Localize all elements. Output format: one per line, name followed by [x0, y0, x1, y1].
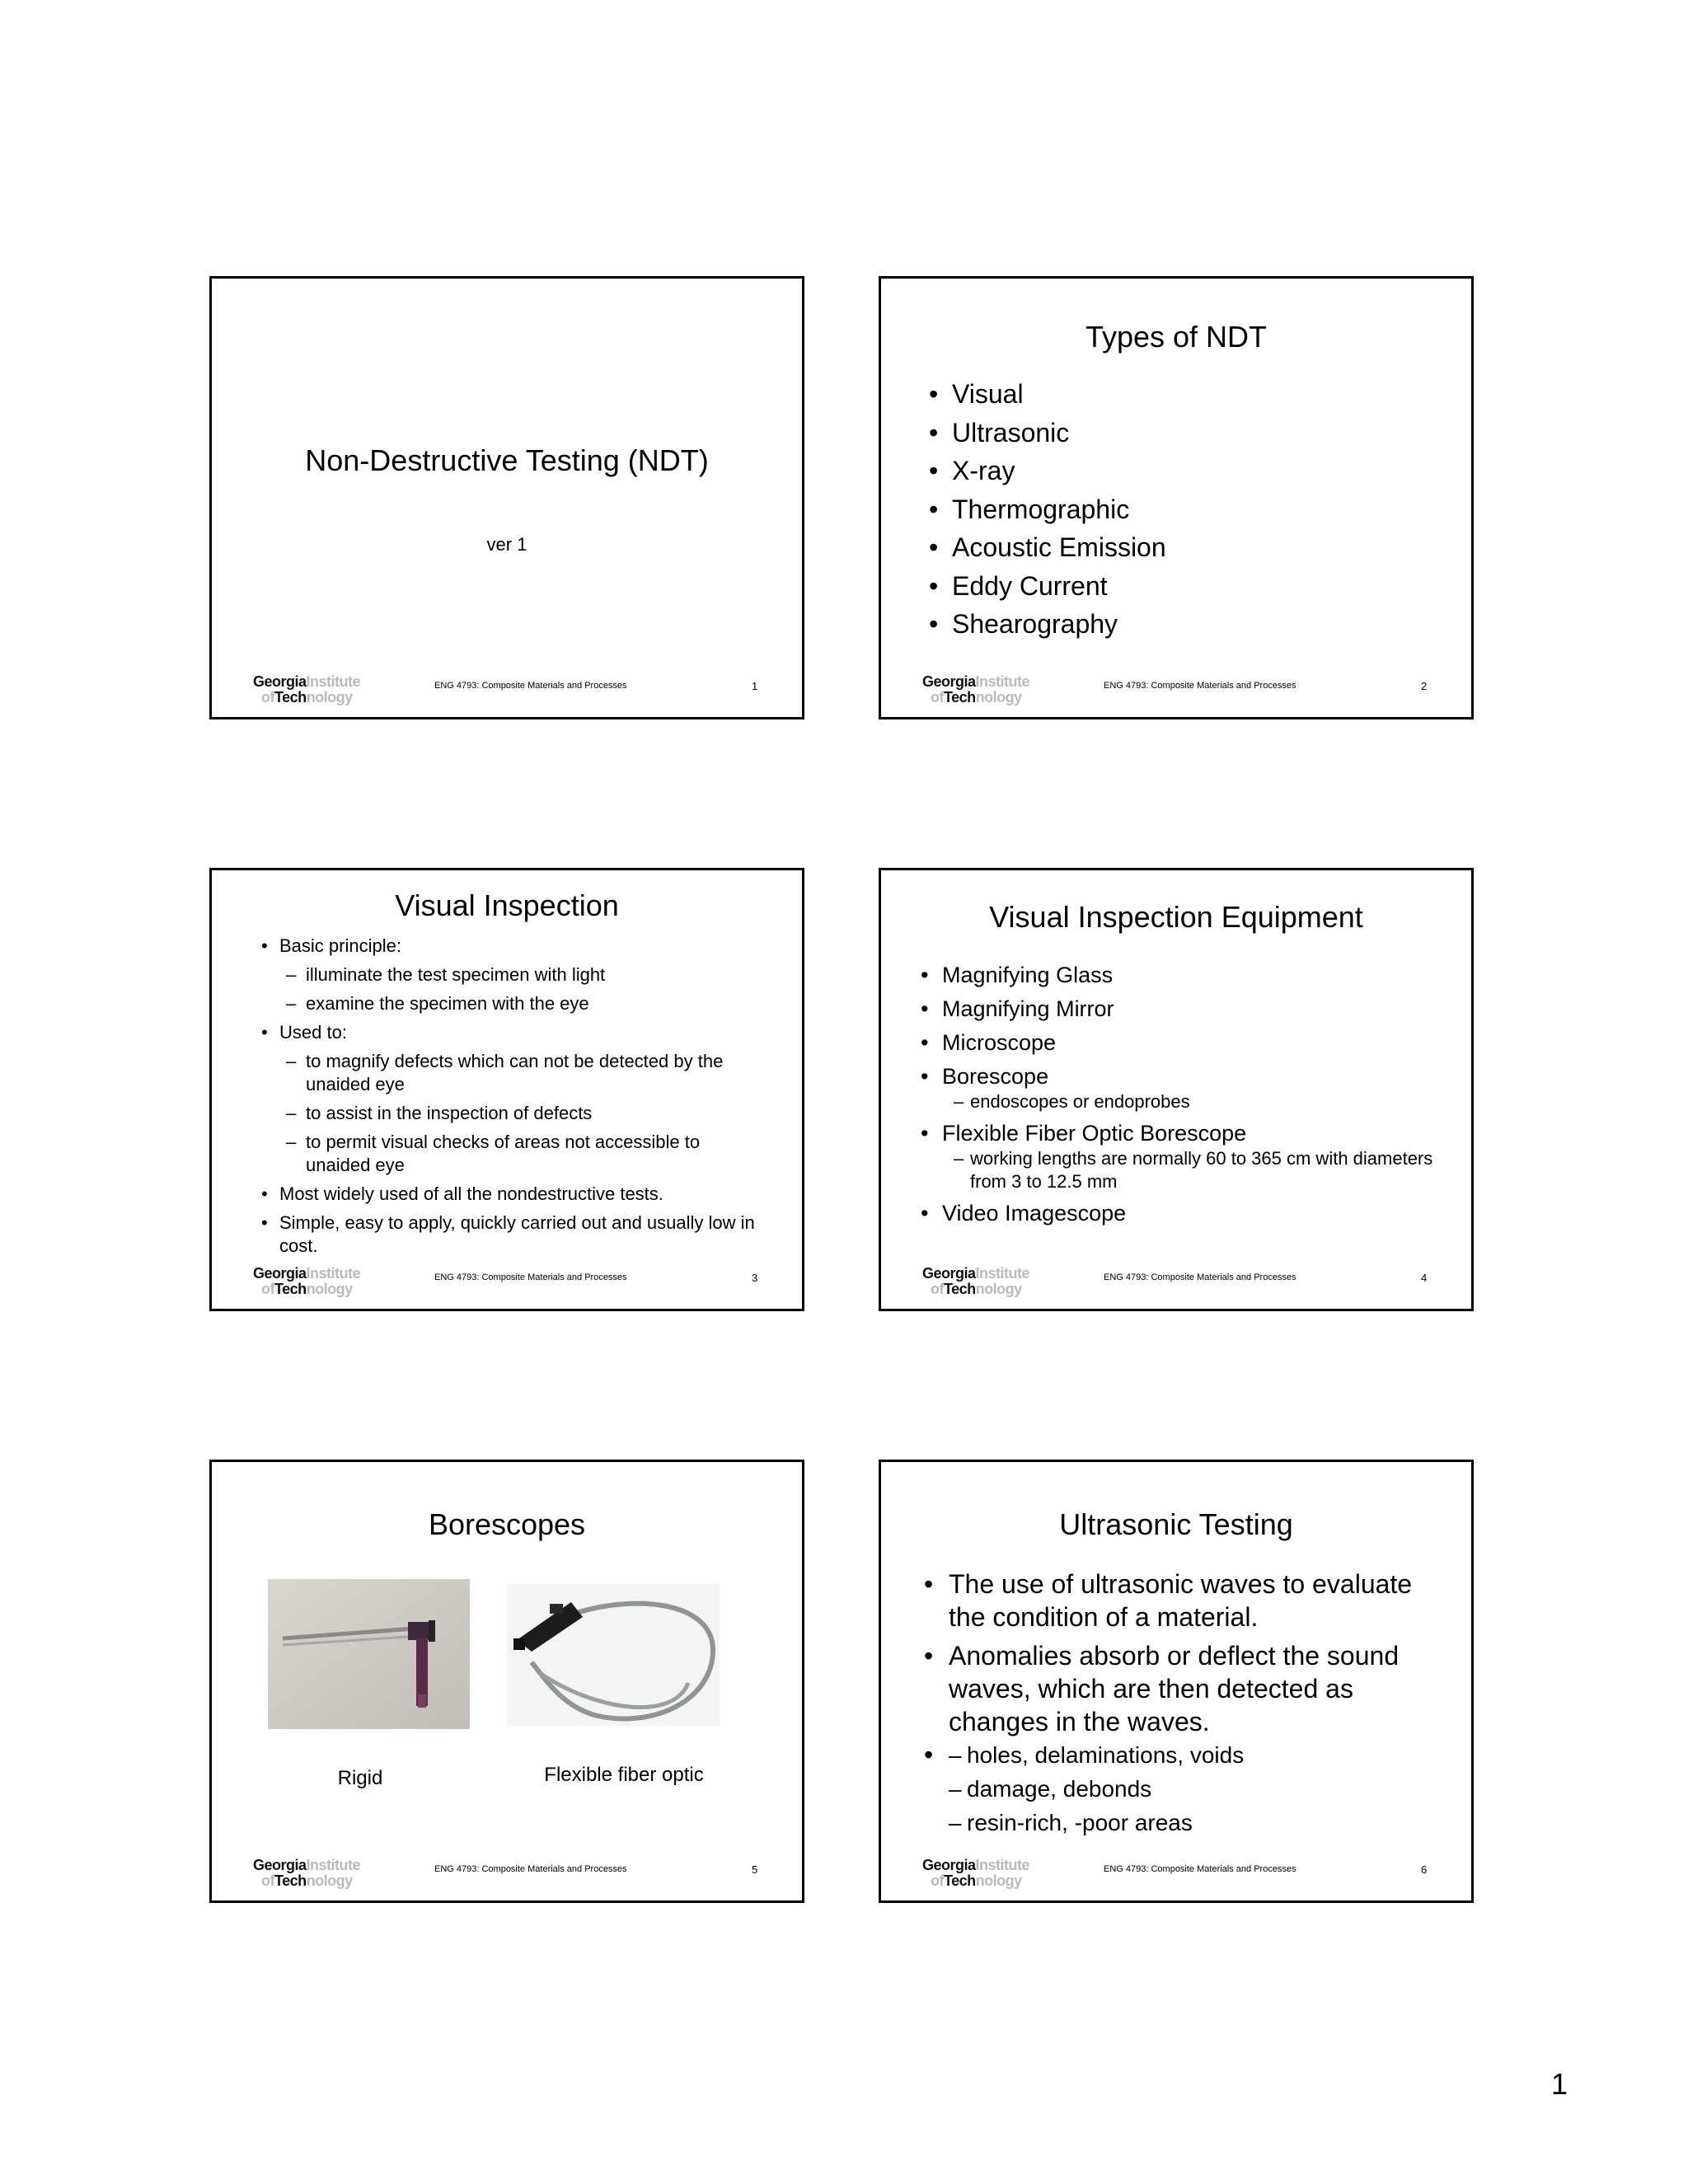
list-item: • X-ray	[929, 452, 1166, 490]
slide-title: Types of NDT	[1085, 320, 1268, 354]
sub-list-item: – damage, debonds	[922, 1772, 1442, 1806]
list-item: • Most widely used of all the nondestructive tests.	[255, 1183, 766, 1206]
course-label: ENG 4793: Composite Materials and Processes	[1104, 1864, 1296, 1874]
list-item: • Eddy Current	[929, 567, 1166, 606]
list-item: • Acoustic Emission	[929, 528, 1166, 567]
slide-footer	[881, 1259, 1471, 1309]
sub-list-item: – resin-rich, -poor areas	[922, 1806, 1442, 1840]
list-item: • Flexible Fiber Optic Borescope – working lengths are normally 60 to 365 cm with diameters from 3 to 12.5 mm	[914, 1119, 1442, 1193]
sub-list-item: – working lengths are normally 60 to 365 cm with diameters from 3 to 12.5 mm	[942, 1147, 1442, 1193]
list-item: • Basic principle: – illuminate the test specimen with light – examine the specimen with the eye	[255, 935, 766, 1015]
slide-title: Visual Inspection Equipment	[989, 900, 1363, 934]
ultrasonic-list	[922, 1568, 1442, 1744]
slide-number: 1	[752, 680, 758, 692]
list-item: • Ultrasonic	[929, 414, 1166, 452]
sub-list-wrapper	[922, 1738, 1442, 1840]
georgia-tech-logo: GeorgiaInstitute ofTechnology	[253, 1857, 361, 1889]
sub-list-item: – to magnify defects which can not be detected by the unaided eye	[279, 1050, 766, 1096]
georgia-tech-logo: GeorgiaInstitute ofTechnology	[922, 673, 1030, 705]
georgia-tech-logo: GeorgiaInstitute ofTechnology	[253, 673, 361, 705]
slide-1	[209, 276, 804, 719]
list-item: • Anomalies absorb or deflect the sound waves, which are then detected as changes in the waves.	[922, 1639, 1442, 1738]
page-number: 1	[1550, 2067, 1568, 2101]
slide-title: Non-Destructive Testing (NDT)	[305, 443, 709, 477]
sub-list-item: – to assist in the inspection of defects	[279, 1102, 766, 1125]
list-item: • Simple, easy to apply, quickly carried out and usually low in cost.	[255, 1212, 766, 1258]
equipment-list	[914, 961, 1442, 1233]
slide-number: 5	[752, 1863, 758, 1876]
list-item: • Used to: – to magnify defects which can not be detected by the unaided eye – to assist in the inspection of defects – to permit visual checks of areas not accessible to unaided eye	[255, 1021, 766, 1177]
rigid-caption: Rigid	[337, 1767, 383, 1789]
sub-list-item: – examine the specimen with the eye	[279, 992, 766, 1015]
ultrasonic-sub-list	[922, 1738, 1442, 1845]
list-item: • Borescope – endoscopes or endoprobes	[914, 1062, 1442, 1113]
list-item: • Video Imagescope	[914, 1199, 1442, 1227]
slide-6	[879, 1460, 1474, 1903]
slide-number: 3	[752, 1272, 758, 1284]
list-item: • Visual	[929, 375, 1166, 414]
list-item: • Thermographic	[929, 490, 1166, 529]
course-label: ENG 4793: Composite Materials and Processes	[1104, 1272, 1296, 1282]
list-item: • Magnifying Mirror	[914, 995, 1442, 1023]
slide-footer	[881, 668, 1471, 717]
course-label: ENG 4793: Composite Materials and Processes	[1104, 681, 1296, 691]
slide-subtitle: ver 1	[486, 534, 528, 555]
ndt-types-list	[929, 375, 1166, 644]
slide-title: Ultrasonic Testing	[1059, 1507, 1293, 1541]
sub-list-item: – endoscopes or endoprobes	[942, 1090, 1442, 1113]
course-label: ENG 4793: Composite Materials and Processes	[434, 681, 627, 691]
list-item: • Shearography	[929, 605, 1166, 644]
visual-inspection-list	[255, 935, 766, 1263]
rigid-borescope-photo	[268, 1579, 470, 1729]
flexible-borescope-photo	[507, 1584, 720, 1726]
slide-footer	[212, 1259, 802, 1309]
slide-number: 4	[1421, 1272, 1428, 1284]
flexible-caption: Flexible fiber optic	[544, 1764, 704, 1786]
slide-3	[209, 868, 804, 1311]
list-item: • Magnifying Glass	[914, 961, 1442, 989]
list-item: • Microscope	[914, 1029, 1442, 1057]
course-label: ENG 4793: Composite Materials and Processes	[434, 1272, 627, 1282]
slide-title: Borescopes	[428, 1507, 586, 1541]
slide-title: Visual Inspection	[395, 888, 619, 922]
slide-footer	[212, 668, 802, 717]
list-item: • The use of ultrasonic waves to evaluate the condition of a material.	[922, 1568, 1442, 1633]
georgia-tech-logo: GeorgiaInstitute ofTechnology	[922, 1857, 1030, 1889]
slide-footer	[881, 1851, 1471, 1900]
slide-footer	[212, 1851, 802, 1900]
georgia-tech-logo: GeorgiaInstitute ofTechnology	[253, 1265, 361, 1297]
slide-4	[879, 868, 1474, 1311]
sub-list-item: – illuminate the test specimen with light	[279, 963, 766, 987]
slide-5	[209, 1460, 804, 1903]
slide-number: 6	[1421, 1863, 1428, 1876]
georgia-tech-logo: GeorgiaInstitute ofTechnology	[922, 1265, 1030, 1297]
slide-number: 2	[1421, 680, 1428, 692]
sub-list-item: – to permit visual checks of areas not accessible to unaided eye	[279, 1131, 766, 1177]
sub-list-item: – • holes, delaminations, voids	[922, 1738, 1442, 1772]
course-label: ENG 4793: Composite Materials and Processes	[434, 1864, 627, 1874]
slide-2	[879, 276, 1474, 719]
